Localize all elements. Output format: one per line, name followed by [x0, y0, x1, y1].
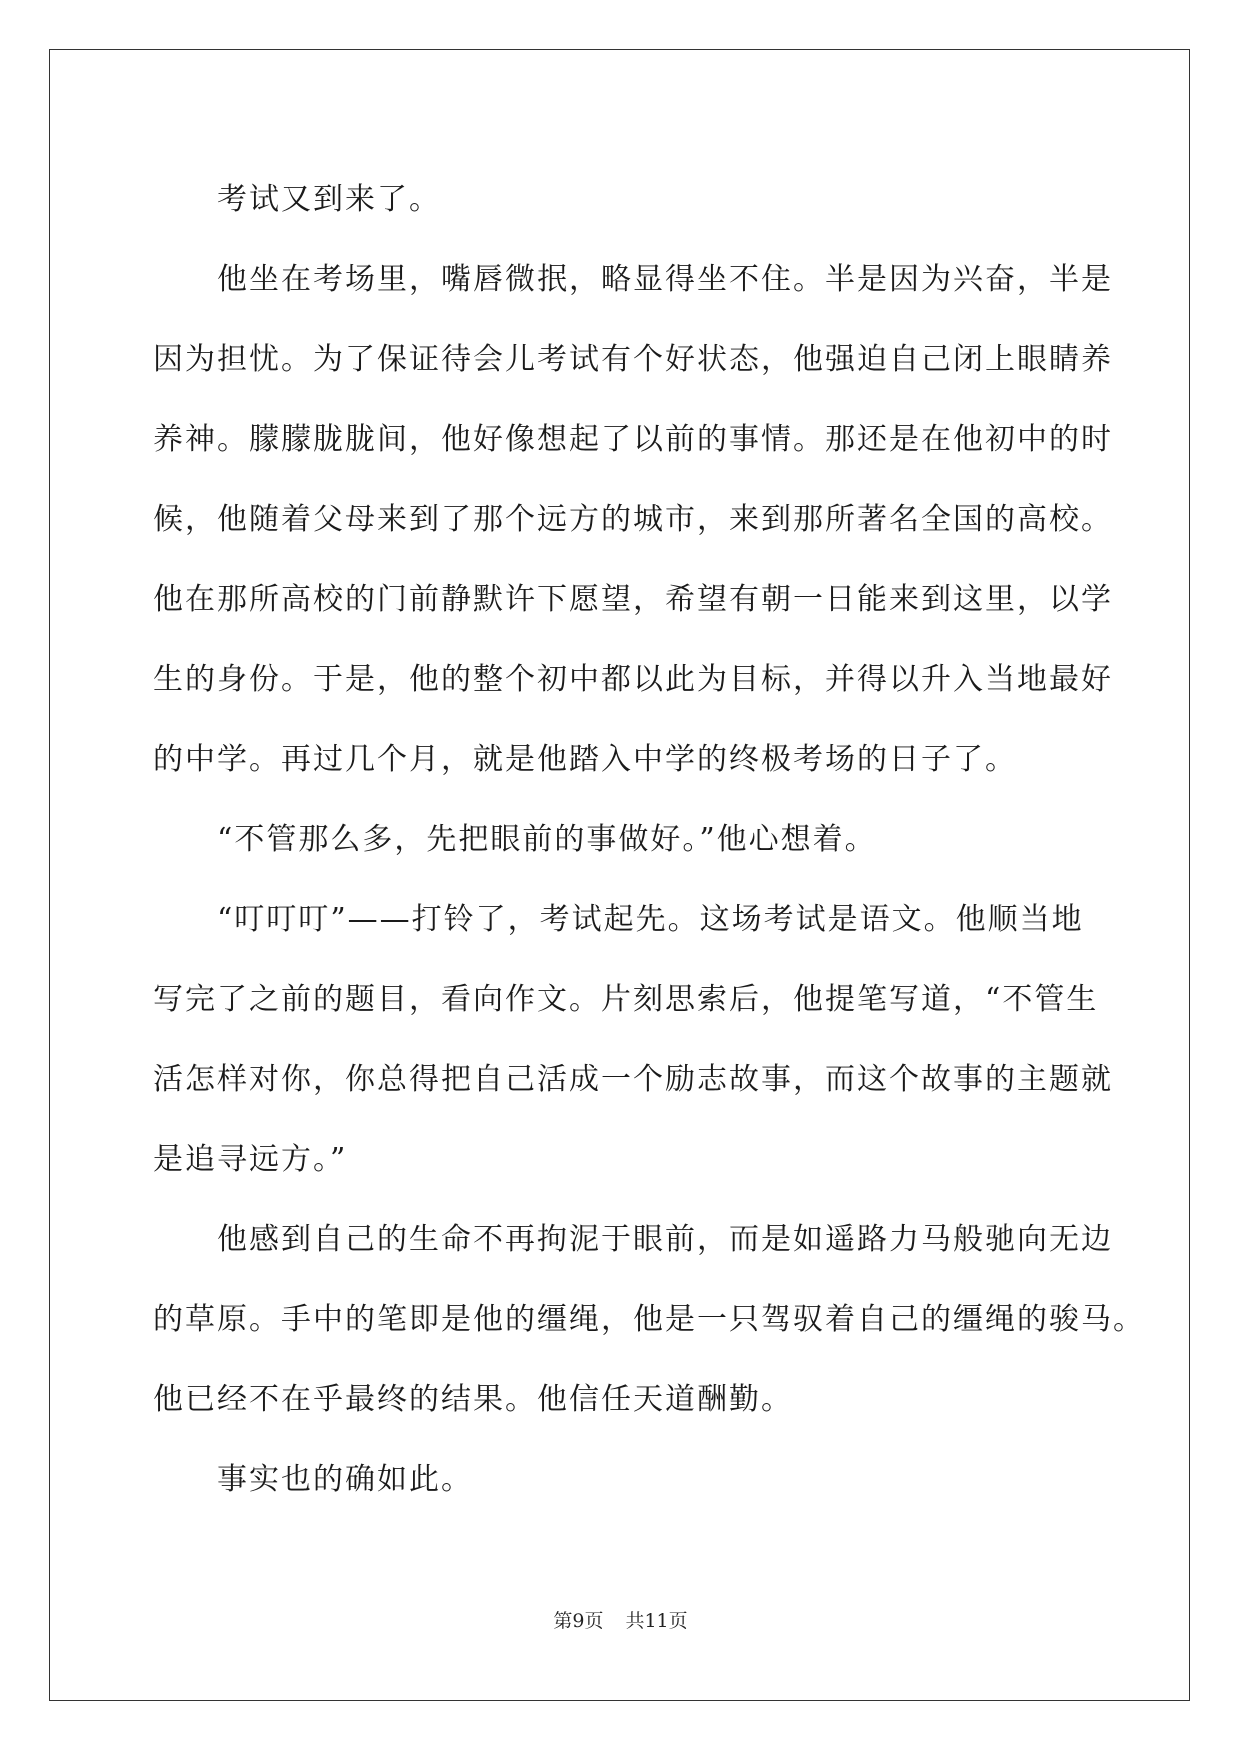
- text-line: “不管那么多，先把眼前的事做好。”他心想着。: [153, 822, 877, 857]
- text-line: 的草原。手中的笔即是他的缰绳，他是一只驾驭着自己的缰绳的骏马。: [153, 1302, 1145, 1337]
- text-line: 养神。朦朦胧胧间，他好像想起了以前的事情。那还是在他初中的时: [153, 422, 1113, 457]
- text-line: 考试又到来了。: [153, 182, 441, 217]
- text-line: 活怎样对你，你总得把自己活成一个励志故事，而这个故事的主题就: [153, 1062, 1113, 1097]
- text-line: 他已经不在乎最终的结果。他信任天道酬勤。: [153, 1382, 793, 1417]
- document-body: [153, 160, 1145, 1520]
- page-footer: [0, 1606, 1241, 1633]
- text-line: “叮叮叮”——打铃了，考试起先。这场考试是语文。他顺当地: [153, 902, 1084, 937]
- text-line: 候，他随着父母来到了那个远方的城市，来到那所著名全国的高校。: [153, 502, 1113, 537]
- text-line: 写完了之前的题目，看向作文。片刻思索后，他提笔写道，“不管生: [153, 982, 1099, 1017]
- paragraph: [153, 160, 1093, 240]
- paragraph: [153, 240, 1113, 800]
- page-number: 第9页: [553, 1610, 604, 1632]
- text-line: 事实也的确如此。: [153, 1462, 473, 1497]
- text-line: 生的身份。于是，他的整个初中都以此为目标，并得以升入当地最好: [153, 662, 1113, 697]
- paragraph: [153, 880, 1113, 1200]
- text-line: 他感到自己的生命不再拘泥于眼前，而是如遥路力马般驰向无边: [153, 1222, 1113, 1257]
- text-line: 他坐在考场里，嘴唇微抿，略显得坐不住。半是因为兴奋，半是: [153, 262, 1113, 297]
- text-line: 的中学。再过几个月，就是他踏入中学的终极考场的日子了。: [153, 742, 1017, 777]
- paragraph: [153, 1200, 1145, 1440]
- text-line: 他在那所高校的门前静默许下愿望，希望有朝一日能来到这里，以学: [153, 582, 1113, 617]
- page-total: 共11页: [625, 1610, 688, 1632]
- paragraph: [153, 800, 1093, 880]
- text-line: 是追寻远方。”: [153, 1142, 348, 1177]
- paragraph: [153, 1440, 1093, 1520]
- text-line: 因为担忧。为了保证待会儿考试有个好状态，他强迫自己闭上眼睛养: [153, 342, 1113, 377]
